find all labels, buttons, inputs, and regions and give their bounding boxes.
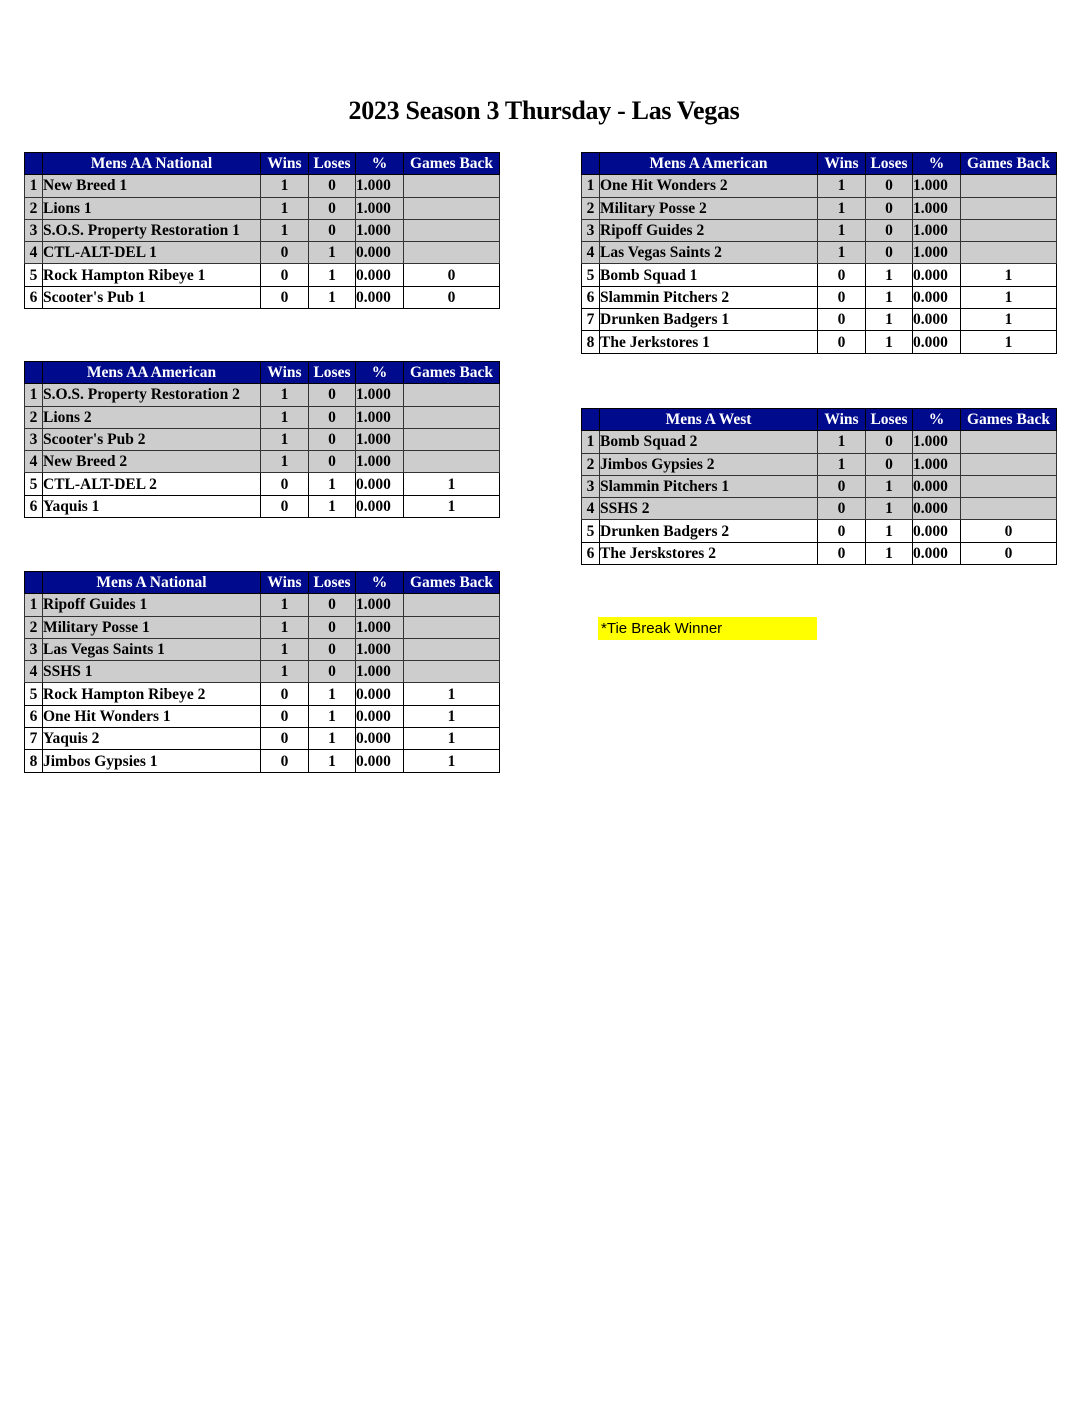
loses-cell: 1 bbox=[866, 264, 913, 286]
pct-cell: 1.000 bbox=[356, 175, 404, 197]
pct-cell: 1.000 bbox=[356, 594, 404, 616]
games-back-cell bbox=[404, 616, 500, 638]
loses-header: Loses bbox=[309, 153, 356, 175]
table-row bbox=[25, 661, 500, 683]
division-name: Mens A American bbox=[600, 153, 818, 175]
wins-cell: 1 bbox=[818, 197, 866, 219]
loses-cell: 0 bbox=[309, 594, 356, 616]
table-row bbox=[582, 331, 1057, 353]
games-back-cell: 1 bbox=[961, 309, 1057, 331]
games-back-cell bbox=[404, 219, 500, 241]
wins-cell: 1 bbox=[261, 219, 309, 241]
pct-header: % bbox=[356, 572, 404, 594]
table-row bbox=[582, 197, 1057, 219]
wins-cell: 1 bbox=[261, 197, 309, 219]
rank-cell: 1 bbox=[25, 594, 43, 616]
pct-cell: 1.000 bbox=[356, 616, 404, 638]
pct-cell: 0.000 bbox=[356, 683, 404, 705]
loses-cell: 1 bbox=[866, 331, 913, 353]
team-name-cell: Lions 1 bbox=[43, 197, 261, 219]
table-row bbox=[25, 286, 500, 308]
rank-header bbox=[582, 153, 600, 175]
standings-table bbox=[24, 152, 500, 309]
team-name-cell: Bomb Squad 2 bbox=[600, 431, 818, 453]
pct-cell: 0.000 bbox=[356, 264, 404, 286]
table-row bbox=[582, 498, 1057, 520]
games-back-cell bbox=[961, 197, 1057, 219]
wins-cell: 0 bbox=[261, 705, 309, 727]
table-row bbox=[25, 705, 500, 727]
team-name-cell: Scooter's Pub 1 bbox=[43, 286, 261, 308]
division-name: Mens AA American bbox=[43, 362, 261, 384]
wins-cell: 1 bbox=[818, 242, 866, 264]
loses-cell: 0 bbox=[866, 431, 913, 453]
wins-cell: 0 bbox=[261, 728, 309, 750]
loses-cell: 0 bbox=[309, 638, 356, 660]
loses-cell: 1 bbox=[309, 242, 356, 264]
table-row bbox=[25, 428, 500, 450]
games-back-cell: 0 bbox=[404, 264, 500, 286]
pct-header: % bbox=[913, 409, 961, 431]
rank-cell: 2 bbox=[25, 197, 43, 219]
games-back-cell: 0 bbox=[404, 286, 500, 308]
table-row bbox=[25, 197, 500, 219]
loses-cell: 0 bbox=[866, 197, 913, 219]
rank-cell: 2 bbox=[582, 453, 600, 475]
table-row bbox=[25, 242, 500, 264]
pct-cell: 0.000 bbox=[913, 475, 961, 497]
table-row bbox=[25, 406, 500, 428]
pct-cell: 0.000 bbox=[356, 750, 404, 772]
table-row bbox=[582, 475, 1057, 497]
table-row bbox=[25, 219, 500, 241]
rank-cell: 6 bbox=[25, 705, 43, 727]
table-row bbox=[582, 542, 1057, 564]
pct-cell: 1.000 bbox=[356, 219, 404, 241]
team-name-cell: Drunken Badgers 2 bbox=[600, 520, 818, 542]
rank-cell: 1 bbox=[25, 175, 43, 197]
team-name-cell: Las Vegas Saints 1 bbox=[43, 638, 261, 660]
wins-cell: 1 bbox=[261, 384, 309, 406]
team-name-cell: Jimbos Gypsies 2 bbox=[600, 453, 818, 475]
team-name-cell: One Hit Wonders 2 bbox=[600, 175, 818, 197]
team-name-cell: The Jerkstores 1 bbox=[600, 331, 818, 353]
pct-header: % bbox=[356, 362, 404, 384]
standings-table bbox=[581, 408, 1057, 565]
loses-cell: 0 bbox=[309, 175, 356, 197]
pct-cell: 1.000 bbox=[356, 428, 404, 450]
rank-cell: 5 bbox=[25, 473, 43, 495]
games-back-header: Games Back bbox=[404, 362, 500, 384]
team-name-cell: Drunken Badgers 1 bbox=[600, 309, 818, 331]
loses-cell: 1 bbox=[866, 309, 913, 331]
table-row bbox=[25, 750, 500, 772]
wins-header: Wins bbox=[818, 409, 866, 431]
wins-header: Wins bbox=[818, 153, 866, 175]
rank-cell: 3 bbox=[582, 219, 600, 241]
pct-cell: 0.000 bbox=[913, 542, 961, 564]
table-row bbox=[25, 384, 500, 406]
rank-header bbox=[582, 409, 600, 431]
pct-cell: 1.000 bbox=[356, 661, 404, 683]
table-row bbox=[582, 219, 1057, 241]
loses-cell: 1 bbox=[866, 520, 913, 542]
tie-break-note: *Tie Break Winner bbox=[598, 617, 817, 640]
pct-cell: 1.000 bbox=[913, 219, 961, 241]
rank-cell: 2 bbox=[25, 616, 43, 638]
rank-cell: 7 bbox=[582, 309, 600, 331]
team-name-cell: CTL-ALT-DEL 2 bbox=[43, 473, 261, 495]
table-row bbox=[582, 431, 1057, 453]
rank-cell: 5 bbox=[582, 520, 600, 542]
team-name-cell: Scooter's Pub 2 bbox=[43, 428, 261, 450]
loses-cell: 0 bbox=[866, 175, 913, 197]
rank-cell: 1 bbox=[582, 431, 600, 453]
wins-header: Wins bbox=[261, 572, 309, 594]
games-back-cell: 1 bbox=[404, 728, 500, 750]
games-back-cell: 1 bbox=[961, 264, 1057, 286]
loses-cell: 1 bbox=[309, 495, 356, 517]
loses-cell: 1 bbox=[309, 728, 356, 750]
wins-cell: 1 bbox=[818, 175, 866, 197]
games-back-cell bbox=[404, 661, 500, 683]
standings-table bbox=[581, 152, 1057, 354]
table-header-row bbox=[25, 572, 500, 594]
wins-cell: 0 bbox=[818, 475, 866, 497]
rank-cell: 4 bbox=[25, 661, 43, 683]
team-name-cell: SSHS 2 bbox=[600, 498, 818, 520]
rank-header bbox=[25, 153, 43, 175]
pct-cell: 0.000 bbox=[356, 473, 404, 495]
wins-cell: 0 bbox=[261, 286, 309, 308]
team-name-cell: New Breed 1 bbox=[43, 175, 261, 197]
loses-cell: 0 bbox=[309, 219, 356, 241]
games-back-header: Games Back bbox=[961, 409, 1057, 431]
wins-cell: 0 bbox=[818, 498, 866, 520]
games-back-cell: 1 bbox=[961, 286, 1057, 308]
games-back-cell: 1 bbox=[404, 705, 500, 727]
loses-cell: 0 bbox=[309, 451, 356, 473]
loses-cell: 1 bbox=[866, 286, 913, 308]
pct-cell: 0.000 bbox=[356, 242, 404, 264]
wins-cell: 0 bbox=[818, 520, 866, 542]
games-back-cell bbox=[404, 638, 500, 660]
pct-cell: 1.000 bbox=[356, 406, 404, 428]
loses-header: Loses bbox=[866, 409, 913, 431]
rank-cell: 6 bbox=[25, 495, 43, 517]
games-back-cell bbox=[961, 453, 1057, 475]
wins-header: Wins bbox=[261, 362, 309, 384]
games-back-cell bbox=[404, 406, 500, 428]
wins-cell: 0 bbox=[818, 264, 866, 286]
games-back-cell: 1 bbox=[404, 495, 500, 517]
wins-cell: 0 bbox=[261, 750, 309, 772]
rank-cell: 5 bbox=[25, 264, 43, 286]
games-back-cell: 0 bbox=[961, 520, 1057, 542]
loses-header: Loses bbox=[309, 572, 356, 594]
table-row bbox=[25, 451, 500, 473]
wins-cell: 1 bbox=[261, 616, 309, 638]
page-title: 2023 Season 3 Thursday - Las Vegas bbox=[348, 96, 740, 125]
games-back-cell bbox=[961, 498, 1057, 520]
rank-cell: 2 bbox=[25, 406, 43, 428]
team-name-cell: Ripoff Guides 1 bbox=[43, 594, 261, 616]
loses-cell: 1 bbox=[866, 498, 913, 520]
rank-header bbox=[25, 572, 43, 594]
pct-cell: 1.000 bbox=[913, 431, 961, 453]
games-back-cell bbox=[404, 175, 500, 197]
team-name-cell: CTL-ALT-DEL 1 bbox=[43, 242, 261, 264]
team-name-cell: S.O.S. Property Restoration 1 bbox=[43, 219, 261, 241]
loses-header: Loses bbox=[866, 153, 913, 175]
rank-cell: 4 bbox=[582, 242, 600, 264]
table-row bbox=[582, 453, 1057, 475]
pct-cell: 0.000 bbox=[913, 520, 961, 542]
wins-cell: 0 bbox=[261, 683, 309, 705]
team-name-cell: Ripoff Guides 2 bbox=[600, 219, 818, 241]
table-row bbox=[25, 683, 500, 705]
table-row bbox=[25, 175, 500, 197]
division-name: Mens A National bbox=[43, 572, 261, 594]
wins-cell: 1 bbox=[818, 453, 866, 475]
pct-cell: 1.000 bbox=[913, 175, 961, 197]
wins-cell: 1 bbox=[261, 638, 309, 660]
table-row bbox=[582, 264, 1057, 286]
pct-cell: 1.000 bbox=[356, 197, 404, 219]
loses-cell: 0 bbox=[309, 406, 356, 428]
rank-cell: 2 bbox=[582, 197, 600, 219]
games-back-cell: 1 bbox=[404, 750, 500, 772]
loses-cell: 1 bbox=[866, 542, 913, 564]
wins-cell: 1 bbox=[261, 428, 309, 450]
rank-cell: 1 bbox=[25, 384, 43, 406]
loses-cell: 1 bbox=[309, 705, 356, 727]
loses-cell: 0 bbox=[309, 616, 356, 638]
table-header-row bbox=[582, 153, 1057, 175]
rank-cell: 3 bbox=[582, 475, 600, 497]
pct-header: % bbox=[913, 153, 961, 175]
team-name-cell: Rock Hampton Ribeye 1 bbox=[43, 264, 261, 286]
games-back-cell: 0 bbox=[961, 542, 1057, 564]
games-back-cell bbox=[404, 451, 500, 473]
loses-cell: 1 bbox=[309, 473, 356, 495]
standings-table bbox=[24, 361, 500, 518]
pct-cell: 0.000 bbox=[913, 331, 961, 353]
games-back-cell bbox=[961, 431, 1057, 453]
team-name-cell: Rock Hampton Ribeye 2 bbox=[43, 683, 261, 705]
pct-cell: 0.000 bbox=[356, 728, 404, 750]
games-back-cell bbox=[404, 197, 500, 219]
games-back-header: Games Back bbox=[404, 153, 500, 175]
pct-cell: 0.000 bbox=[913, 286, 961, 308]
table-row bbox=[25, 473, 500, 495]
wins-cell: 0 bbox=[818, 286, 866, 308]
rank-cell: 4 bbox=[582, 498, 600, 520]
games-back-cell bbox=[961, 175, 1057, 197]
wins-cell: 1 bbox=[818, 431, 866, 453]
pct-cell: 1.000 bbox=[913, 242, 961, 264]
table-row bbox=[582, 286, 1057, 308]
rank-cell: 3 bbox=[25, 219, 43, 241]
wins-cell: 1 bbox=[261, 451, 309, 473]
table-header-row bbox=[582, 409, 1057, 431]
pct-cell: 0.000 bbox=[913, 309, 961, 331]
rank-cell: 3 bbox=[25, 428, 43, 450]
team-name-cell: Slammin Pitchers 1 bbox=[600, 475, 818, 497]
pct-cell: 1.000 bbox=[356, 451, 404, 473]
wins-cell: 0 bbox=[818, 542, 866, 564]
team-name-cell: The Jerskstores 2 bbox=[600, 542, 818, 564]
team-name-cell: Military Posse 1 bbox=[43, 616, 261, 638]
team-name-cell: Las Vegas Saints 2 bbox=[600, 242, 818, 264]
wins-cell: 0 bbox=[261, 495, 309, 517]
rank-cell: 6 bbox=[582, 542, 600, 564]
team-name-cell: Lions 2 bbox=[43, 406, 261, 428]
rank-cell: 5 bbox=[25, 683, 43, 705]
table-header-row bbox=[25, 153, 500, 175]
rank-cell: 6 bbox=[25, 286, 43, 308]
wins-cell: 0 bbox=[261, 242, 309, 264]
loses-header: Loses bbox=[309, 362, 356, 384]
games-back-cell bbox=[404, 428, 500, 450]
rank-header bbox=[25, 362, 43, 384]
loses-cell: 1 bbox=[866, 475, 913, 497]
wins-cell: 1 bbox=[818, 219, 866, 241]
standings-table bbox=[24, 571, 500, 773]
table-row bbox=[582, 520, 1057, 542]
pct-cell: 0.000 bbox=[913, 264, 961, 286]
games-back-cell bbox=[404, 594, 500, 616]
rank-cell: 3 bbox=[25, 638, 43, 660]
games-back-cell: 1 bbox=[404, 683, 500, 705]
wins-cell: 0 bbox=[818, 309, 866, 331]
games-back-cell bbox=[961, 242, 1057, 264]
team-name-cell: Yaquis 1 bbox=[43, 495, 261, 517]
team-name-cell: Yaquis 2 bbox=[43, 728, 261, 750]
division-name: Mens A West bbox=[600, 409, 818, 431]
table-row bbox=[25, 616, 500, 638]
rank-cell: 6 bbox=[582, 286, 600, 308]
table-row bbox=[582, 175, 1057, 197]
games-back-cell: 1 bbox=[404, 473, 500, 495]
loses-cell: 1 bbox=[309, 750, 356, 772]
rank-cell: 4 bbox=[25, 451, 43, 473]
pct-cell: 0.000 bbox=[913, 498, 961, 520]
team-name-cell: Slammin Pitchers 2 bbox=[600, 286, 818, 308]
games-back-cell: 1 bbox=[961, 331, 1057, 353]
team-name-cell: Jimbos Gypsies 1 bbox=[43, 750, 261, 772]
wins-cell: 0 bbox=[261, 264, 309, 286]
division-name: Mens AA National bbox=[43, 153, 261, 175]
wins-cell: 1 bbox=[261, 594, 309, 616]
table-row bbox=[25, 495, 500, 517]
loses-cell: 0 bbox=[866, 453, 913, 475]
table-row bbox=[582, 242, 1057, 264]
table-row bbox=[25, 594, 500, 616]
pct-cell: 0.000 bbox=[356, 705, 404, 727]
table-header-row bbox=[25, 362, 500, 384]
games-back-cell bbox=[961, 219, 1057, 241]
team-name-cell: Military Posse 2 bbox=[600, 197, 818, 219]
wins-cell: 1 bbox=[261, 175, 309, 197]
table-row bbox=[582, 309, 1057, 331]
games-back-cell bbox=[961, 475, 1057, 497]
wins-cell: 0 bbox=[261, 473, 309, 495]
team-name-cell: One Hit Wonders 1 bbox=[43, 705, 261, 727]
games-back-header: Games Back bbox=[961, 153, 1057, 175]
games-back-header: Games Back bbox=[404, 572, 500, 594]
loses-cell: 0 bbox=[309, 428, 356, 450]
rank-cell: 1 bbox=[582, 175, 600, 197]
loses-cell: 1 bbox=[309, 683, 356, 705]
games-back-cell bbox=[404, 242, 500, 264]
rank-cell: 5 bbox=[582, 264, 600, 286]
loses-cell: 1 bbox=[309, 286, 356, 308]
pct-cell: 1.000 bbox=[356, 638, 404, 660]
rank-cell: 4 bbox=[25, 242, 43, 264]
table-row bbox=[25, 638, 500, 660]
rank-cell: 8 bbox=[582, 331, 600, 353]
loses-cell: 1 bbox=[309, 264, 356, 286]
loses-cell: 0 bbox=[866, 242, 913, 264]
rank-cell: 7 bbox=[25, 728, 43, 750]
team-name-cell: Bomb Squad 1 bbox=[600, 264, 818, 286]
loses-cell: 0 bbox=[866, 219, 913, 241]
loses-cell: 0 bbox=[309, 197, 356, 219]
wins-cell: 1 bbox=[261, 406, 309, 428]
table-row bbox=[25, 264, 500, 286]
pct-cell: 1.000 bbox=[356, 384, 404, 406]
table-row bbox=[25, 728, 500, 750]
pct-cell: 1.000 bbox=[913, 197, 961, 219]
pct-cell: 0.000 bbox=[356, 286, 404, 308]
team-name-cell: SSHS 1 bbox=[43, 661, 261, 683]
loses-cell: 0 bbox=[309, 661, 356, 683]
wins-cell: 0 bbox=[818, 331, 866, 353]
games-back-cell bbox=[404, 384, 500, 406]
pct-cell: 1.000 bbox=[913, 453, 961, 475]
team-name-cell: S.O.S. Property Restoration 2 bbox=[43, 384, 261, 406]
rank-cell: 8 bbox=[25, 750, 43, 772]
loses-cell: 0 bbox=[309, 384, 356, 406]
pct-header: % bbox=[356, 153, 404, 175]
wins-cell: 1 bbox=[261, 661, 309, 683]
wins-header: Wins bbox=[261, 153, 309, 175]
team-name-cell: New Breed 2 bbox=[43, 451, 261, 473]
pct-cell: 0.000 bbox=[356, 495, 404, 517]
